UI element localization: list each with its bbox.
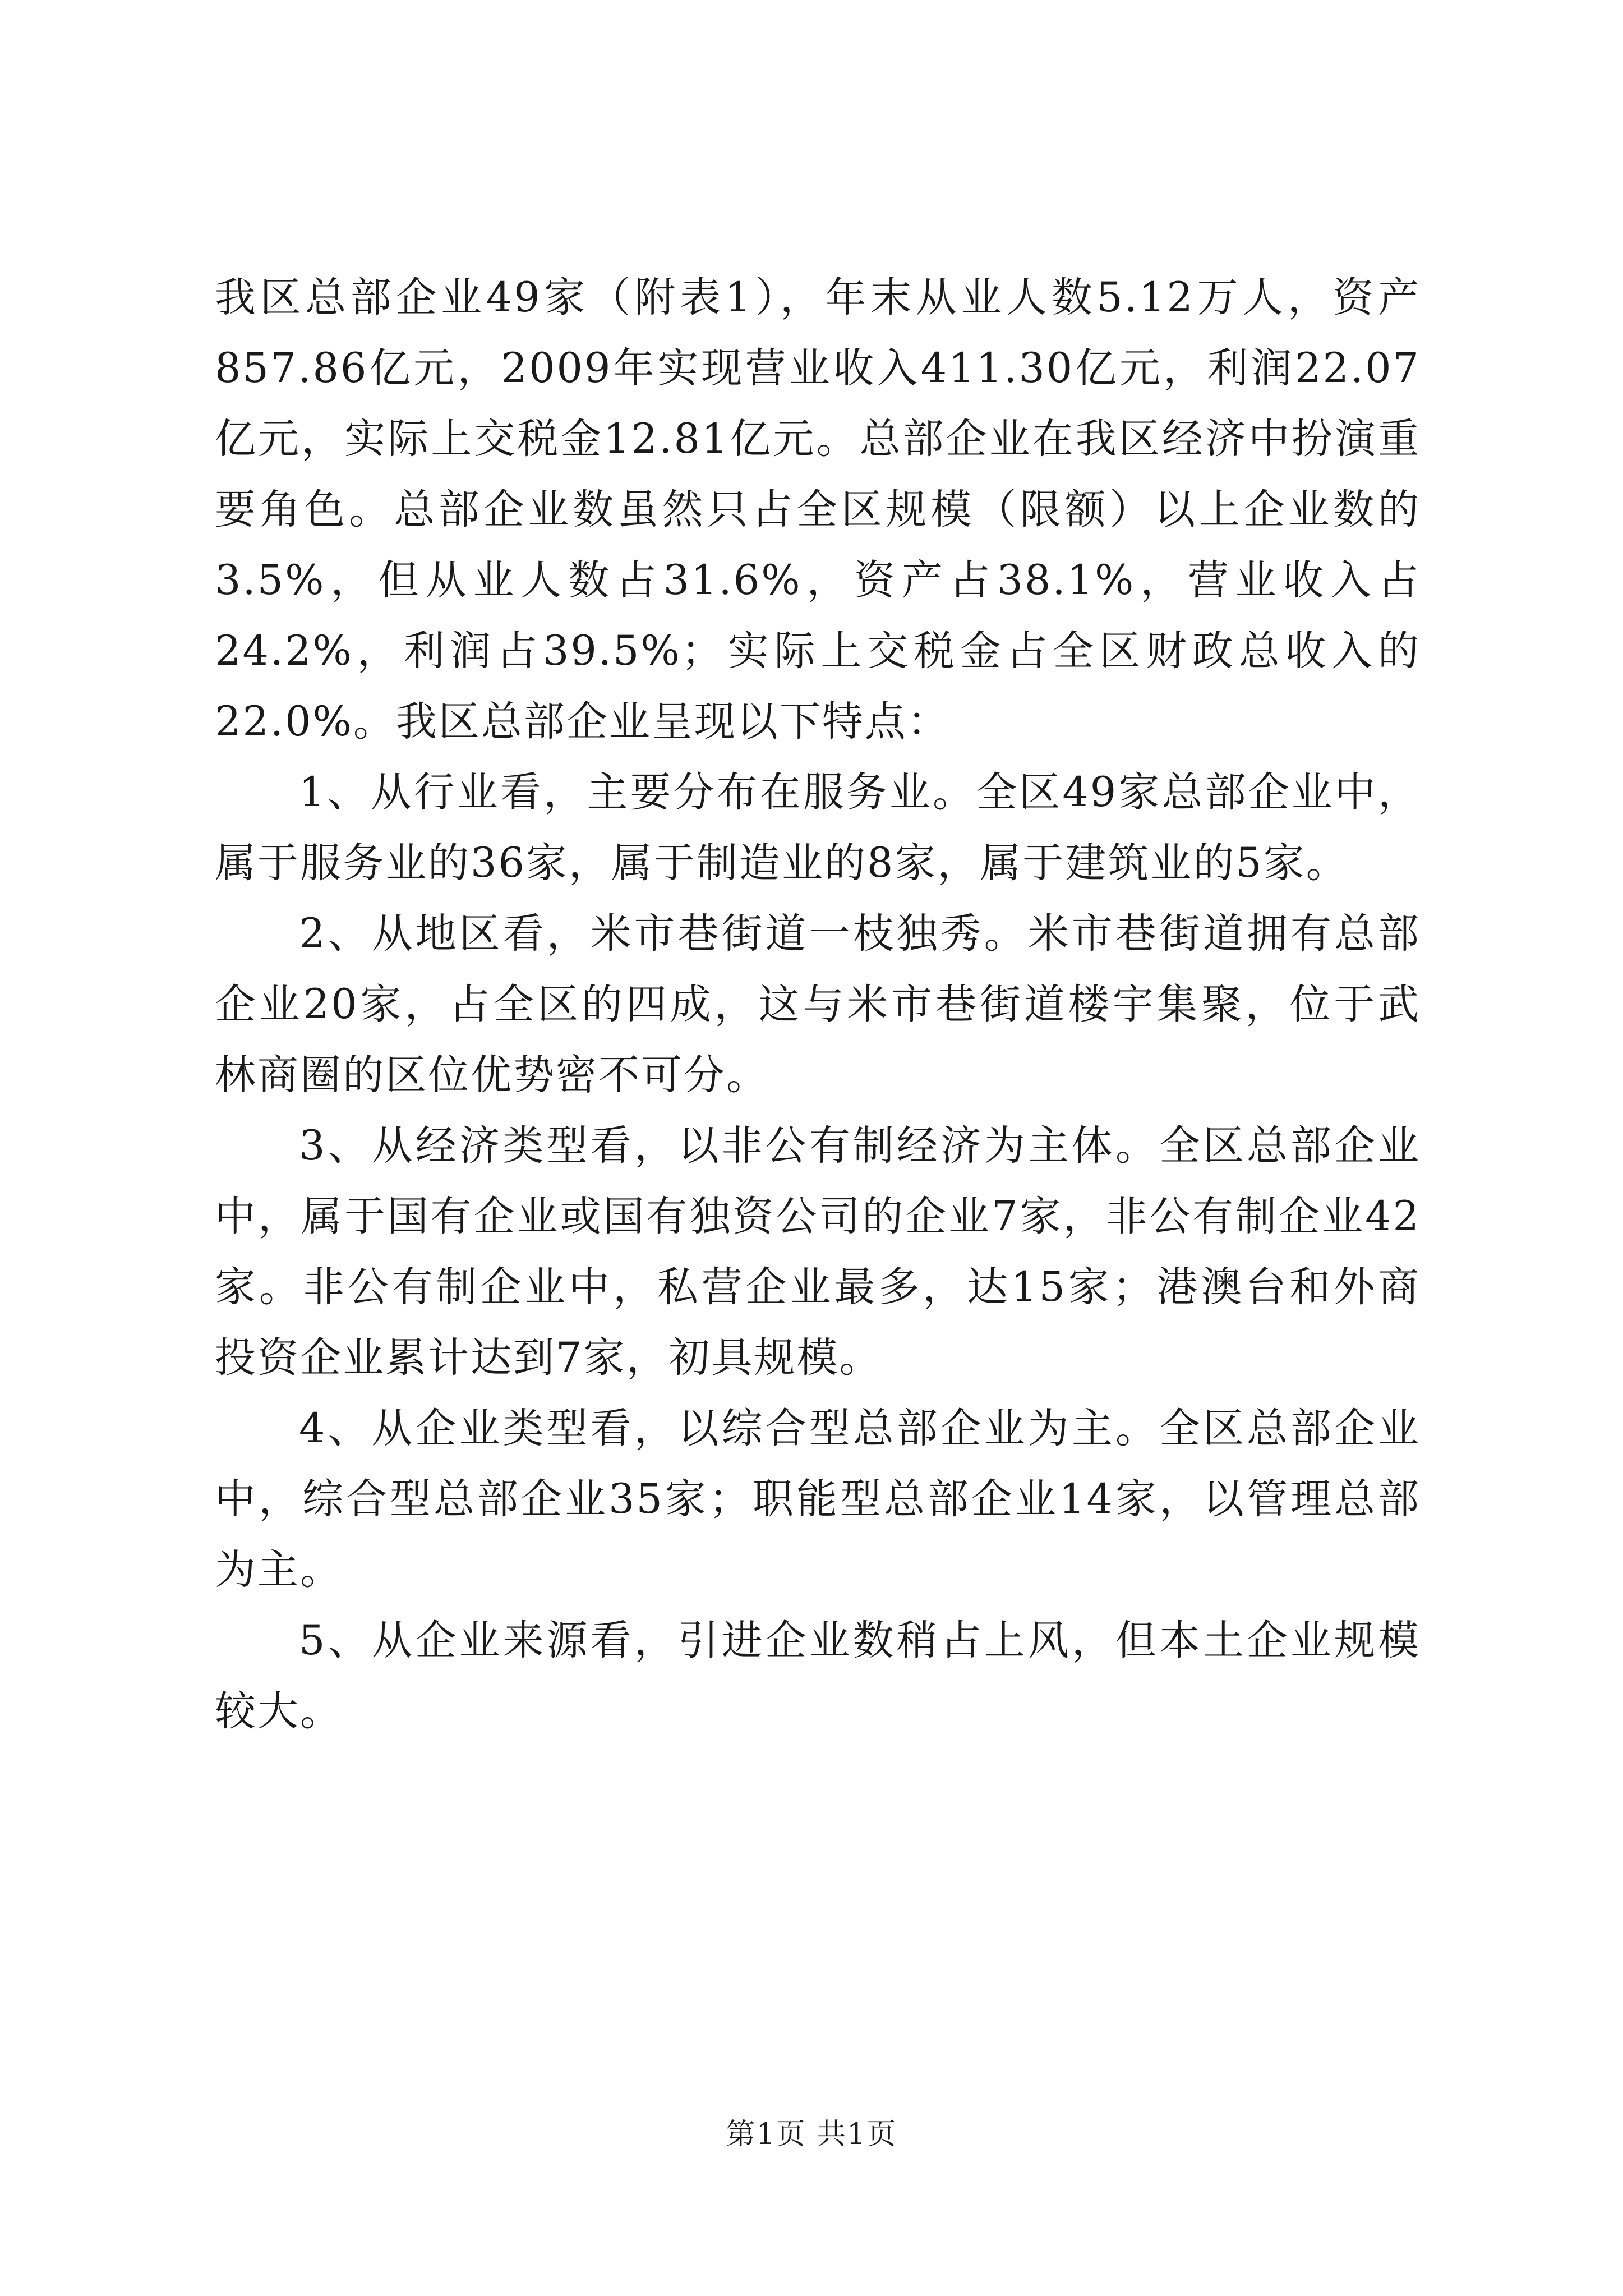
point-industry-paragraph: 1、从行业看，主要分布在服务业。全区49家总部企业中，属于服务业的36家，属于制造业的8家，属于建筑业的5家。 xyxy=(215,769,1421,887)
point-economy-type-paragraph: 3、从经济类型看，以非公有制经济为主体。全区总部企业中，属于国有企业或国有独资公司的企业7家，非公有制企业42家。非公有制企业中，私营企业最多，达15家；港澳台和外商投资企业累计达到7家，初具规模。 xyxy=(215,1122,1421,1382)
point-enterprise-type-paragraph: 4、从企业类型看，以综合型总部企业为主。全区总部企业中，综合型总部企业35家；职能型总部企业14家，以管理总部为主。 xyxy=(215,1405,1421,1594)
intro-paragraph: 我区总部企业49家（附表1），年末从业人数5.12万人，资产857.86亿元，2009年实现营业收入411.30亿元，利润22.07亿元，实际上交税金12.81亿元。总部企业在我区经济中扮演重要角色。总部企业数虽然只占全区规模（限额）以上企业数的3.5%，但从业人数占31.6%，资产占38.1%，营业收入占24.2%，利润占39.5%；实际上交税金占全区财政总收入的22.0%。我区总部企业呈现以下特点： xyxy=(215,274,1421,746)
point-region-paragraph: 2、从地区看，米市巷街道一枝独秀。米市巷街道拥有总部企业20家，占全区的四成，这与米市巷街道楼宇集聚，位于武林商圈的区位优势密不可分。 xyxy=(215,910,1421,1099)
point-enterprise-source-paragraph: 5、从企业来源看，引进企业数稍占上风，但本土企业规模较大。 xyxy=(215,1617,1421,1735)
page-footer: 第1页 共1页 xyxy=(726,2118,897,2151)
document-body xyxy=(215,263,1421,1747)
